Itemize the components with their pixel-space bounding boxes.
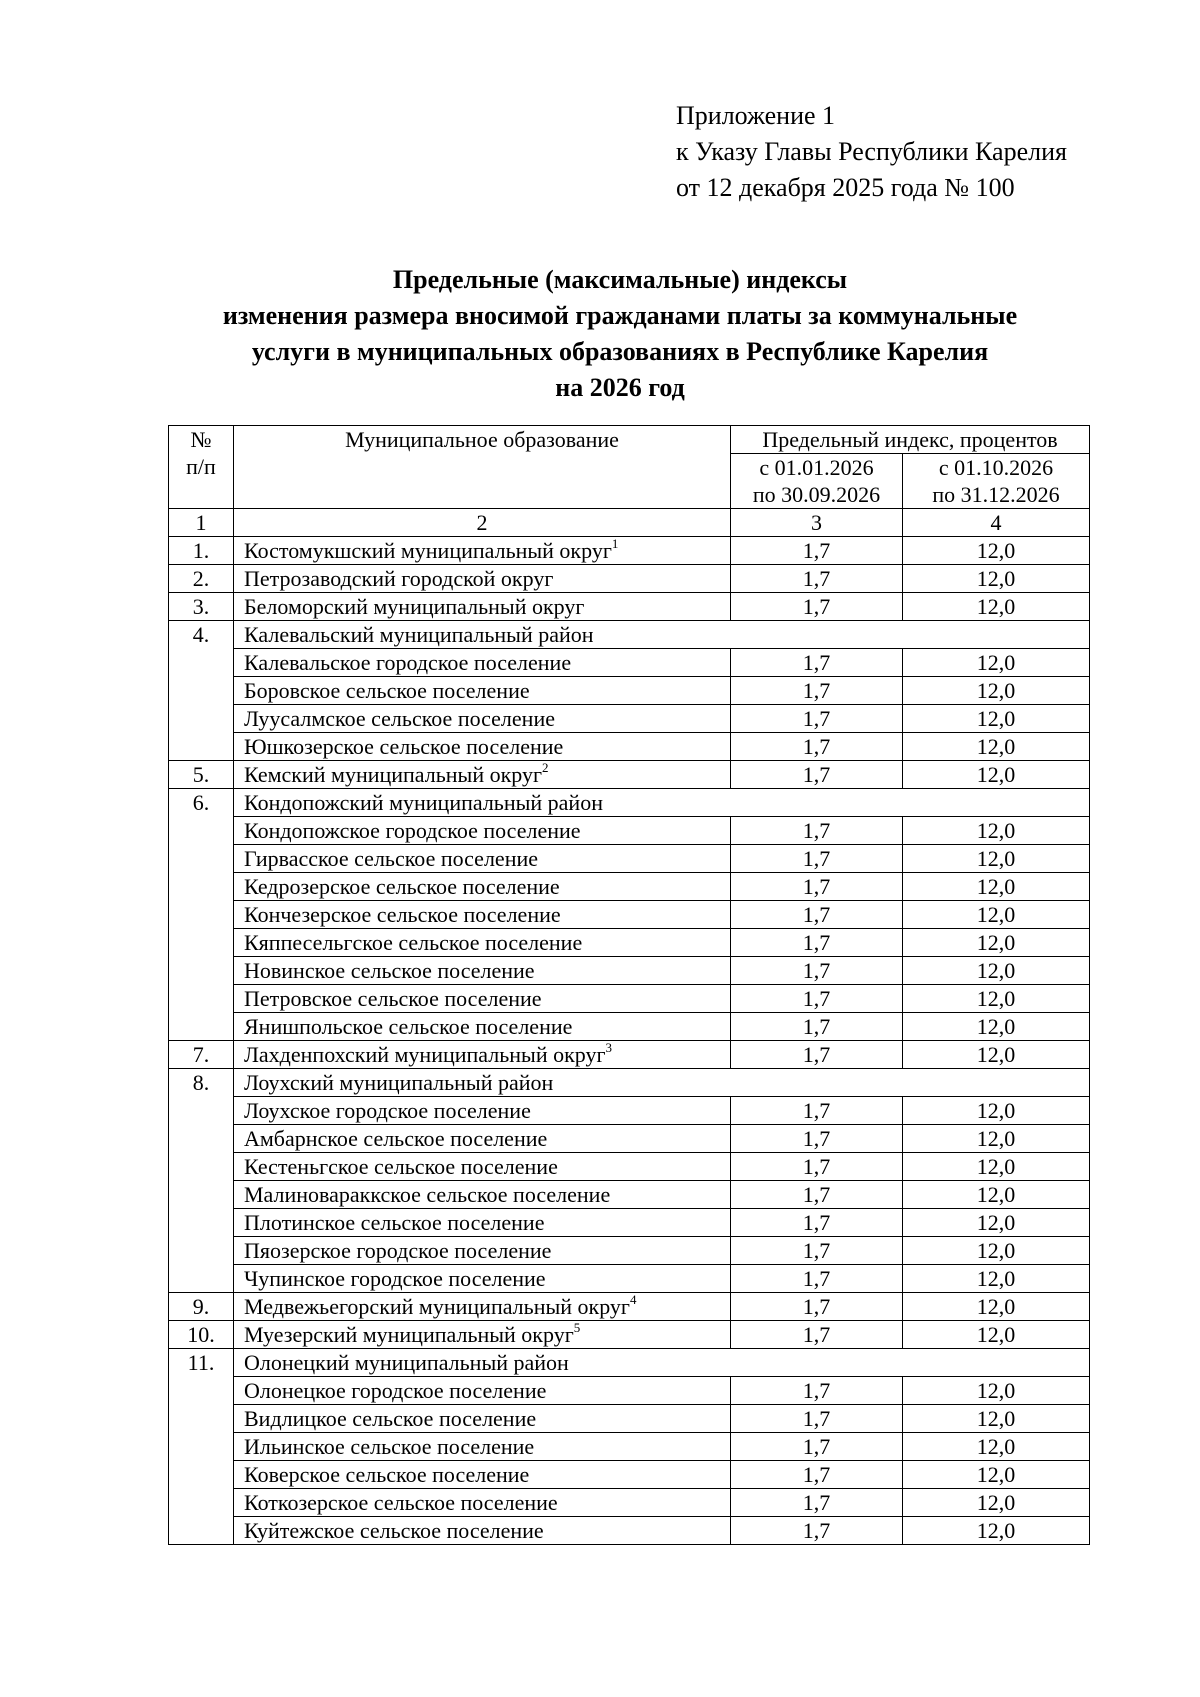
municipality-label: Костомукшский муниципальный округ: [244, 538, 612, 563]
settlement-name: Олонецкое городское поселение: [234, 1377, 731, 1405]
index-period-1: 1,7: [731, 1293, 903, 1321]
settlement-row: [169, 1405, 1090, 1433]
index-period-2: 12,0: [903, 1041, 1090, 1069]
row-number: 10.: [169, 1321, 234, 1349]
table-row: [169, 1041, 1090, 1069]
appendix-line: Приложение 1: [676, 101, 836, 130]
title-line: изменения размера вносимой гражданами платы за коммунальные: [222, 301, 1018, 330]
document-title: [100, 262, 1140, 406]
index-period-2: 12,0: [903, 1433, 1090, 1461]
table-row: [169, 565, 1090, 593]
index-period-2: 12,0: [903, 901, 1090, 929]
index-period-2: 12,0: [903, 929, 1090, 957]
district-row: [169, 789, 1090, 817]
settlement-row: [169, 957, 1090, 985]
settlement-name: Юшкозерское сельское поселение: [234, 733, 731, 761]
index-period-1: 1,7: [731, 985, 903, 1013]
index-period-1: 1,7: [731, 1125, 903, 1153]
index-period-2: 12,0: [903, 873, 1090, 901]
index-period-1: 1,7: [731, 593, 903, 621]
index-period-1: 1,7: [731, 1321, 903, 1349]
settlement-name: Коверское сельское поселение: [234, 1461, 731, 1489]
index-period-2: 12,0: [903, 537, 1090, 565]
settlement-name: Кондопожское городское поселение: [234, 817, 731, 845]
header-period-1: с 01.01.2026 по 30.09.2026: [731, 454, 903, 509]
district-row: [169, 621, 1090, 649]
settlement-name: Новинское сельское поселение: [234, 957, 731, 985]
index-period-2: 12,0: [903, 1265, 1090, 1293]
settlement-name: Пяозерское городское поселение: [234, 1237, 731, 1265]
settlement-name: Янишпольское сельское поселение: [234, 1013, 731, 1041]
decree-reference-line: к Указу Главы Республики Карелия: [676, 137, 1067, 166]
index-period-1: 1,7: [731, 1153, 903, 1181]
footnote-marker: 4: [629, 1291, 637, 1307]
settlement-row: [169, 1125, 1090, 1153]
settlement-row: [169, 985, 1090, 1013]
index-period-2: 12,0: [903, 1013, 1090, 1041]
title-line: услуги в муниципальных образованиях в Республике Карелия: [251, 337, 989, 366]
table-row: [169, 537, 1090, 565]
settlement-row: [169, 1265, 1090, 1293]
index-period-1: 1,7: [731, 1489, 903, 1517]
index-period-2: 12,0: [903, 817, 1090, 845]
settlement-name: Луусалмское сельское поселение: [234, 705, 731, 733]
table-row: [169, 761, 1090, 789]
settlement-name: Кончезерское сельское поселение: [234, 901, 731, 929]
index-period-2: 12,0: [903, 593, 1090, 621]
title-line: Предельные (максимальные) индексы: [392, 265, 848, 294]
index-period-1: 1,7: [731, 1433, 903, 1461]
index-period-1: 1,7: [731, 1209, 903, 1237]
index-period-2: 12,0: [903, 1097, 1090, 1125]
index-period-1: 1,7: [731, 1265, 903, 1293]
index-period-2: 12,0: [903, 733, 1090, 761]
settlement-row: [169, 1013, 1090, 1041]
municipality-name: [234, 1293, 731, 1321]
municipality-name: [234, 1041, 731, 1069]
settlement-row: [169, 1377, 1090, 1405]
municipality-label: Петрозаводский городской округ: [244, 566, 554, 591]
settlement-row: [169, 1489, 1090, 1517]
index-period-2: 12,0: [903, 565, 1090, 593]
settlement-name: Амбарнское сельское поселение: [234, 1125, 731, 1153]
municipality-label: Медвежьегорский муниципальный округ: [244, 1294, 630, 1319]
settlement-name: Лоухское городское поселение: [234, 1097, 731, 1125]
index-period-2: 12,0: [903, 705, 1090, 733]
column-number: 2: [234, 509, 731, 537]
row-number: 2.: [169, 565, 234, 593]
index-period-1: 1,7: [731, 817, 903, 845]
settlement-name: Гирвасское сельское поселение: [234, 845, 731, 873]
settlement-name: Коткозерское сельское поселение: [234, 1489, 731, 1517]
municipality-label: Муезерский муниципальный округ: [244, 1322, 574, 1347]
settlement-row: [169, 1237, 1090, 1265]
index-period-1: 1,7: [731, 873, 903, 901]
index-period-1: 1,7: [731, 1377, 903, 1405]
municipality-name: [234, 593, 731, 621]
row-number: 1.: [169, 537, 234, 565]
appendix-header: [676, 98, 1067, 206]
header-period-2: с 01.10.2026 по 31.12.2026: [903, 454, 1090, 509]
settlement-name: Петровское сельское поселение: [234, 985, 731, 1013]
row-number: 5.: [169, 761, 234, 789]
municipality-name: [234, 565, 731, 593]
settlement-name: Плотинское сельское поселение: [234, 1209, 731, 1237]
index-period-2: 12,0: [903, 1181, 1090, 1209]
settlement-row: [169, 1433, 1090, 1461]
settlement-name: Малиновараккское сельское поселение: [234, 1181, 731, 1209]
municipality-label: Беломорский муниципальный округ: [244, 594, 585, 619]
settlement-row: [169, 1181, 1090, 1209]
municipality-label: Лахденпохский муниципальный округ: [244, 1042, 606, 1067]
settlement-row: [169, 1153, 1090, 1181]
municipality-name: [234, 537, 731, 565]
index-period-2: 12,0: [903, 761, 1090, 789]
index-period-2: 12,0: [903, 1125, 1090, 1153]
index-period-2: 12,0: [903, 649, 1090, 677]
district-name: Олонецкий муниципальный район: [234, 1349, 1090, 1377]
index-period-1: 1,7: [731, 537, 903, 565]
municipality-label: Кемский муниципальный округ: [244, 762, 543, 787]
row-number: 7.: [169, 1041, 234, 1069]
column-number: 4: [903, 509, 1090, 537]
index-period-1: 1,7: [731, 1041, 903, 1069]
footnote-marker: 3: [605, 1039, 613, 1055]
district-name: Лоухский муниципальный район: [234, 1069, 1090, 1097]
column-number: 1: [169, 509, 234, 537]
index-period-2: 12,0: [903, 845, 1090, 873]
district-row: [169, 1069, 1090, 1097]
row-number: 3.: [169, 593, 234, 621]
settlement-row: [169, 873, 1090, 901]
settlement-row: [169, 733, 1090, 761]
index-period-1: 1,7: [731, 677, 903, 705]
index-period-2: 12,0: [903, 1517, 1090, 1545]
row-number: 9.: [169, 1293, 234, 1321]
index-period-1: 1,7: [731, 845, 903, 873]
index-period-2: 12,0: [903, 1461, 1090, 1489]
title-line: на 2026 год: [555, 373, 685, 402]
row-number: 8.: [169, 1069, 234, 1293]
settlement-name: Куйтежское сельское поселение: [234, 1517, 731, 1545]
index-period-2: 12,0: [903, 1293, 1090, 1321]
header-index: Предельный индекс, процентов: [731, 426, 1090, 454]
index-period-2: 12,0: [903, 1377, 1090, 1405]
settlement-row: [169, 845, 1090, 873]
column-number-row: [169, 509, 1090, 537]
settlement-row: [169, 817, 1090, 845]
settlement-name: Ильинское сельское поселение: [234, 1433, 731, 1461]
district-name: Кондопожский муниципальный район: [234, 789, 1090, 817]
district-name: Калевальский муниципальный район: [234, 621, 1090, 649]
settlement-name: Кедрозерское сельское поселение: [234, 873, 731, 901]
index-table: [168, 425, 1090, 1545]
settlement-name: Кестеньгское сельское поселение: [234, 1153, 731, 1181]
index-period-1: 1,7: [731, 957, 903, 985]
index-period-2: 12,0: [903, 1237, 1090, 1265]
index-period-1: 1,7: [731, 1405, 903, 1433]
settlement-row: [169, 649, 1090, 677]
index-period-1: 1,7: [731, 761, 903, 789]
settlement-row: [169, 929, 1090, 957]
index-period-1: 1,7: [731, 565, 903, 593]
settlement-row: [169, 677, 1090, 705]
decree-date-line: от 12 декабря 2025 года № 100: [676, 173, 1015, 202]
footnote-marker: 1: [611, 535, 619, 551]
footnote-marker: 5: [573, 1319, 581, 1335]
index-period-2: 12,0: [903, 1209, 1090, 1237]
table-row: [169, 593, 1090, 621]
settlement-row: [169, 1097, 1090, 1125]
index-period-1: 1,7: [731, 705, 903, 733]
settlement-name: Чупинское городское поселение: [234, 1265, 731, 1293]
index-period-2: 12,0: [903, 1489, 1090, 1517]
row-number: 4.: [169, 621, 234, 761]
row-number: 11.: [169, 1349, 234, 1545]
index-period-2: 12,0: [903, 985, 1090, 1013]
index-period-2: 12,0: [903, 1405, 1090, 1433]
settlement-row: [169, 1517, 1090, 1545]
index-period-1: 1,7: [731, 901, 903, 929]
index-period-1: 1,7: [731, 1461, 903, 1489]
settlement-row: [169, 1209, 1090, 1237]
settlement-name: Видлицкое сельское поселение: [234, 1405, 731, 1433]
header-num: № п/п: [169, 426, 234, 509]
settlement-name: Калевальское городское поселение: [234, 649, 731, 677]
settlement-row: [169, 705, 1090, 733]
index-period-2: 12,0: [903, 1321, 1090, 1349]
index-period-1: 1,7: [731, 1013, 903, 1041]
index-period-1: 1,7: [731, 1097, 903, 1125]
table-row: [169, 1321, 1090, 1349]
settlement-row: [169, 901, 1090, 929]
index-period-1: 1,7: [731, 733, 903, 761]
index-period-1: 1,7: [731, 1237, 903, 1265]
settlement-name: Боровское сельское поселение: [234, 677, 731, 705]
index-period-1: 1,7: [731, 1517, 903, 1545]
municipality-name: [234, 761, 731, 789]
index-period-1: 1,7: [731, 929, 903, 957]
header-municipality: Муниципальное образование: [234, 426, 731, 509]
footnote-marker: 2: [542, 759, 549, 775]
settlement-name: Кяппесельгское сельское поселение: [234, 929, 731, 957]
table-row: [169, 1293, 1090, 1321]
municipality-name: [234, 1321, 731, 1349]
district-row: [169, 1349, 1090, 1377]
column-number: 3: [731, 509, 903, 537]
settlement-row: [169, 1461, 1090, 1489]
table-header-row: [169, 426, 1090, 454]
index-period-2: 12,0: [903, 957, 1090, 985]
index-period-2: 12,0: [903, 1153, 1090, 1181]
index-period-1: 1,7: [731, 649, 903, 677]
index-period-1: 1,7: [731, 1181, 903, 1209]
index-period-2: 12,0: [903, 677, 1090, 705]
row-number: 6.: [169, 789, 234, 1041]
